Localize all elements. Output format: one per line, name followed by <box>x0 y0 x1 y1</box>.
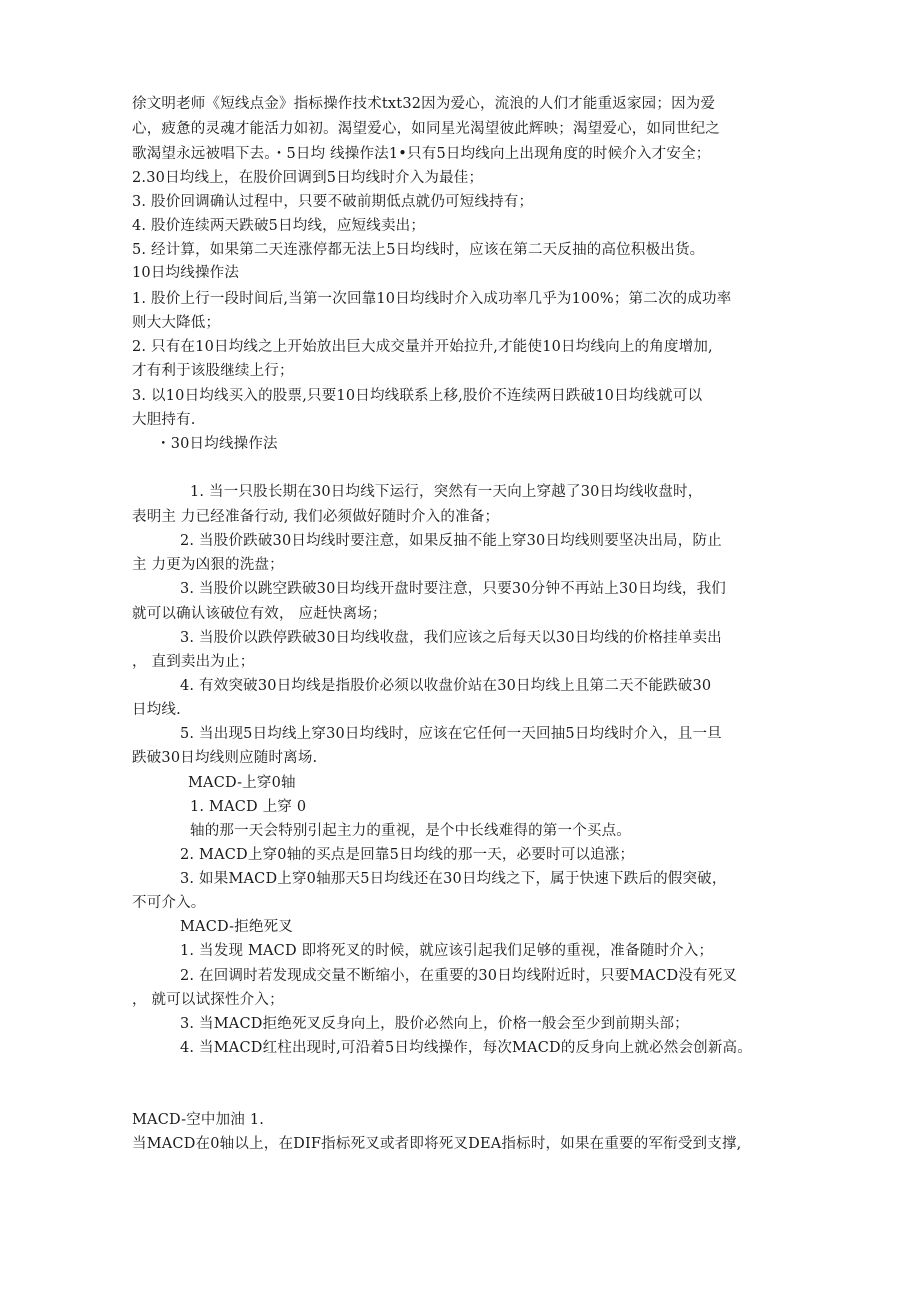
text-line: 则大大降低； <box>132 315 221 331</box>
text-line: 1. MACD 上穿 0 <box>190 799 307 815</box>
text-line: 心，疲惫的灵魂才能活力如初。渴望爱心，如同星光渴望彼此辉映；渴望爱心，如同世纪之 <box>132 121 720 137</box>
text-line: 2.30日均线上，在股价回调到5日均线时介入为最佳； <box>132 170 484 186</box>
text-line: 就可以确认该破位有效， 应赶快离场； <box>132 606 387 622</box>
text-line: 3. 当MACD拒绝死叉反身向上，股价必然向上，价格一般会至少到前期头部； <box>180 1016 689 1032</box>
text-line: 1. 当一只股长期在30日均线下运行，突然有一天向上穿越了30日均线收盘时， <box>190 484 703 500</box>
text-line: 2. MACD上穿0轴的买点是回靠5日均线的那一天，必要时可以追涨； <box>180 847 635 863</box>
text-line: 5. 经计算，如果第二天连涨停都无法上5日均线时，应该在第二天反抽的高位积极出货。 <box>132 242 705 258</box>
text-line: 1. 当发现 MACD 即将死叉的时候，就应该引起我们足够的重视，准备随时介入； <box>180 943 714 959</box>
text-line: 3. 当股价以跌停跌破30日均线收盘，我们应该之后每天以30日均线的价格挂单卖出 <box>180 630 722 646</box>
text-line: 日均线. <box>132 702 181 718</box>
text-line: 4. 股价连续两天跌破5日均线，应短线卖出； <box>132 218 426 234</box>
text-line: 4. 当MACD红柱出现时,可沿着5日均线操作，每次MACD的反身向上就必然会创新高。 <box>180 1040 752 1056</box>
section-heading: MACD-上穿0轴 <box>188 775 296 791</box>
text-line: ， 直到卖出为止； <box>132 654 255 670</box>
text-line: 当MACD在0轴以上，在DIF指标死叉或者即将死叉DEA指标时，如果在重要的军衔受到支撑, <box>132 1136 742 1152</box>
text-line: 大胆持有. <box>132 412 196 428</box>
text-line: 轴的那一天会特别引起主力的重视，是个中长线难得的第一个买点。 <box>190 823 631 839</box>
text-line: 3. 股价回调确认过程中，只要不破前期低点就仍可短线持有； <box>132 194 534 210</box>
text-line: 3. 当股价以跳空跌破30日均线开盘时要注意，只要30分钟不再站上30日均线，我们 <box>180 581 726 597</box>
text-line: 表明主 力已经准备行动, 我们必须做好随时介入的准备； <box>132 509 500 525</box>
section-heading: ・30日均线操作法 <box>156 436 278 452</box>
text-line: 4. 有效突破30日均线是指股价必须以收盘价站在30日均线上且第二天不能跌破30 <box>180 678 712 694</box>
text-line: ， 就可以试探性介入； <box>132 992 284 1008</box>
text-line: 5. 当出现5日均线上穿30日均线时，应该在它任何一天回抽5日均线时介入，且一旦 <box>180 726 722 742</box>
section-heading: MACD-空中加油 1. <box>132 1112 265 1128</box>
text-line: 3. 如果MACD上穿0轴那天5日均线还在30日均线之下，属于快速下跌后的假突破， <box>180 871 727 887</box>
text-line: 2. 只有在10日均线之上开始放出巨大成交量并开始拉升,才能使10日均线向上的角度增加, <box>132 339 713 355</box>
text-line: 才有利于该股继续上行； <box>132 363 294 379</box>
text-line: 不可介入。 <box>132 895 206 911</box>
text-line: 主 力更为凶狠的洗盘； <box>132 557 284 573</box>
text-line: 跌破30日均线则应随时离场. <box>132 750 318 766</box>
text-line: 3. 以10日均线买入的股票,只要10日均线联系上移,股价不连续两日跌破10日均线就可以 <box>132 388 703 404</box>
section-heading: MACD-拒绝死叉 <box>180 919 294 935</box>
text-line: 2. 在回调时若发现成交量不断缩小，在重要的30日均线附近时，只要MACD没有死叉 <box>180 968 738 984</box>
text-line: 徐文明老师《短线点金》指标操作技术txt32因为爱心，流浪的人们才能重返家园；因为爱 <box>132 96 716 112</box>
text-line: 1. 股价上行一段时间后,当第一次回靠10日均线时介入成功率几乎为100%；第二次的成功率 <box>132 291 732 307</box>
section-heading: 10日均线操作法 <box>132 265 240 281</box>
text-line: 歌渴望永远被唱下去。・5日均 线操作法1•只有5日均线向上出现角度的时候介入才安全； <box>132 146 711 162</box>
text-line: 2. 当股价跌破30日均线时要注意，如果反抽不能上穿30日均线则要坚决出局，防止 <box>180 533 722 549</box>
